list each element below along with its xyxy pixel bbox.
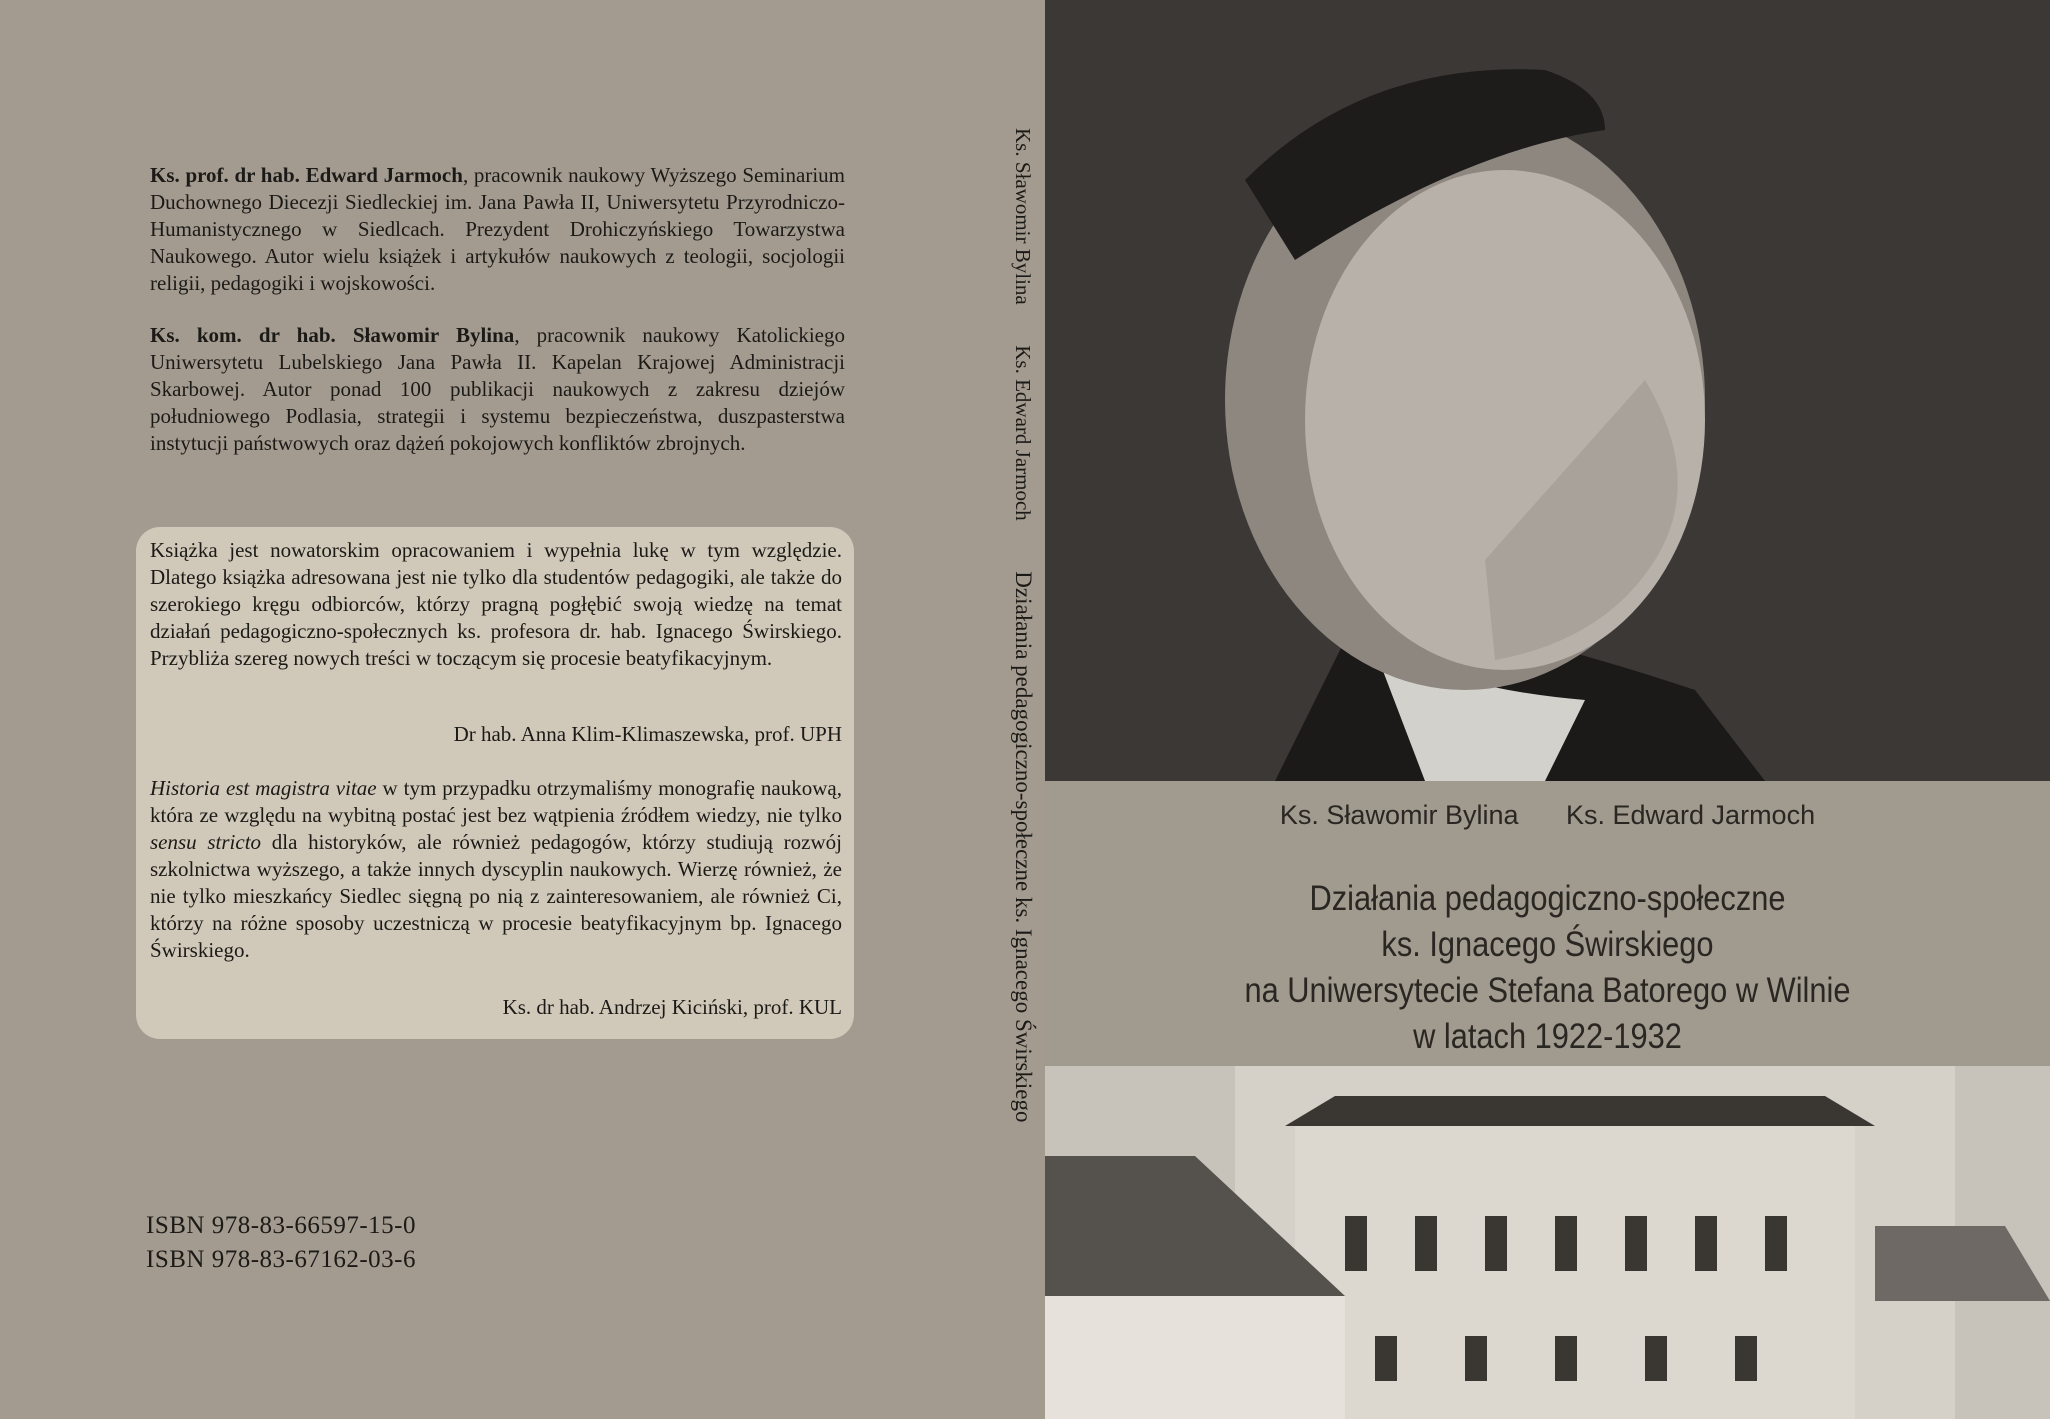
title-line: Działania pedagogiczno-społeczne: [1309, 879, 1786, 918]
isbn-2: ISBN 978-83-67162-03-6: [146, 1246, 417, 1273]
review-2-part2: dla historyków, ale również pedagogów, którzy studiują rozwój szkolnictwa wyższego, a także innych dyscyplin naukowych. Wierzę również, że nie tylko mieszkańcy Siedlec sięgną po nią z zainteresowaniem, ale również Ci, którzy na różne sposoby uczestniczą w procesie beatyfikacyjnym bp. Ignacego Świrskiego.: [150, 830, 842, 962]
bio-name: Ks. kom. dr hab. Sławomir Bylina: [150, 323, 515, 347]
cover-authors: [1045, 800, 2050, 831]
author-bio-jarmoch: [150, 162, 845, 297]
review-1-signature: Dr hab. Anna Klim-Klimaszewska, prof. UPH: [453, 722, 842, 746]
spine-author-2: Ks. Edward Jarmoch: [1011, 345, 1035, 521]
spine-author-1: Ks. Sławomir Bylina: [1011, 128, 1035, 305]
latin-phrase-1: Historia est magistra vitae: [150, 776, 377, 800]
title-line: ks. Ignacego Świrskiego: [1381, 925, 1714, 964]
cover-title: [1105, 876, 1989, 1060]
bio-text: , pracownik naukowy Katolickiego Uniwersytetu Lubelskiego Jana Pawła II. Kapelan Krajowej Administracji Skarbowej. Autor ponad 100 publikacji naukowych z zakresu dziejów południowego Podlasia, strategii i systemu bezpieczeństwa, duszpasterstwa instytucji państwowych oraz dążeń pokojowych konfliktów zbrojnych.: [150, 323, 846, 455]
reviews-box: [136, 527, 854, 1039]
author-bio-bylina: [150, 322, 845, 457]
bio-text: , pracownik naukowy Wyższego Seminarium Duchownego Diecezji Siedleckiej im. Jana Pawła II, Uniwersytetu Przyrodniczo-Humanistycznego w Siedlcach. Prezydent Drohiczyńskiego Towarzystwa Naukowego. Autor wielu książek i artykułów naukowych z teologii, socjologii religii, pedagogiki i wojskowości.: [150, 163, 846, 295]
latin-phrase-2: sensu stricto: [150, 830, 262, 854]
review-2-part1: w tym przypadku otrzymaliśmy monografię naukową, która ze względu na wybitną postać jest bez wątpienia źródłem wiedzy, nie tylko: [150, 776, 842, 827]
review-1-text: Książka jest nowatorskim opracowaniem i wypełnia lukę w tym względzie. Dlatego książka adresowana jest nie tylko dla studentów pedagogiki, ale także do szerokiego kręgu odbiorców, którzy pragną pogłębić swoją wiedzę na temat działań pedagogiczno-społecznych ks. profesora dr. hab. Ignacego Świrskiego. Przybliża szereg nowych treści w toczącym się procesie beatyfikacyjnym.: [150, 538, 842, 670]
portrait-photo: [1045, 0, 2050, 781]
spine-title: Działania pedagogiczno-społeczne ks. Ignacego Świrskiego: [1011, 571, 1036, 1123]
title-line: w latach 1922-1932: [1413, 1017, 1682, 1056]
spine: [1010, 128, 1036, 1122]
cover-author-2: Ks. Edward Jarmoch: [1566, 800, 1816, 830]
university-building-photo: [1045, 1066, 2050, 1419]
cover-author-1: Ks. Sławomir Bylina: [1279, 800, 1519, 830]
isbn-1: ISBN 978-83-66597-15-0: [146, 1212, 417, 1239]
bio-name: Ks. prof. dr hab. Edward Jarmoch: [150, 163, 463, 187]
review-2-text: [150, 775, 842, 964]
review-2-signature: Ks. dr hab. Andrzej Kiciński, prof. KUL: [502, 995, 842, 1019]
title-line: na Uniwersytecie Stefana Batorego w Wilnie: [1244, 971, 1851, 1010]
